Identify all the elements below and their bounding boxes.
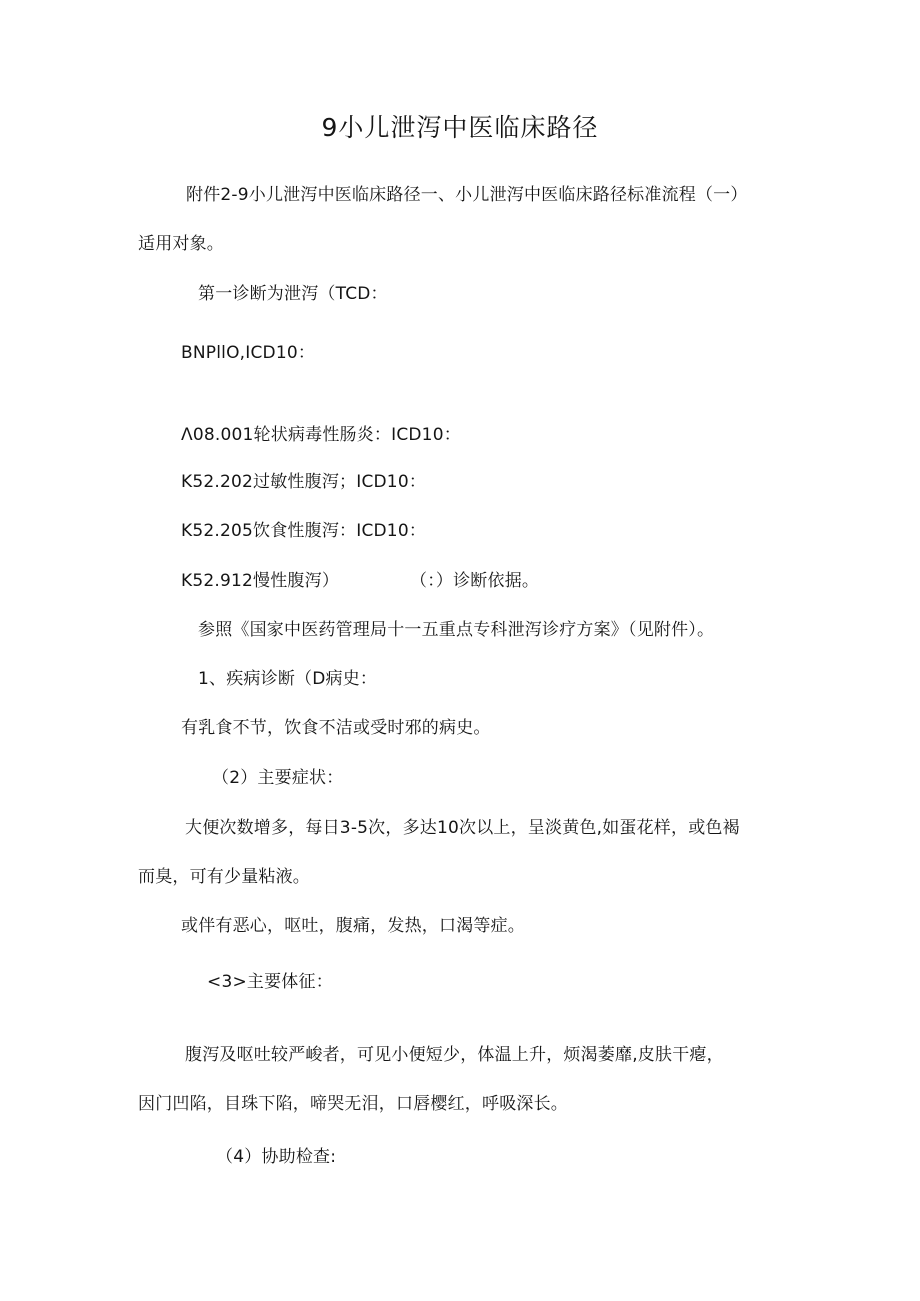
paragraph-line: （：）诊断依据。 [410, 571, 540, 591]
paragraph-line: Λ08.001轮状病毒性肠炎：ICD10： [181, 425, 461, 445]
paragraph-line: BNPllO,ICD10： [181, 343, 316, 363]
paragraph-line: 或伴有恶心，呕吐，腹痛，发热，口渴等症。 [181, 916, 525, 936]
paragraph-line: 参照《国家中医药管理局十一五重点专科泄泻诊疗方案》（见附件）。 [198, 620, 715, 640]
paragraph-line: 因门凹陷，目珠下陷，啼哭无泪，口唇樱红，呼吸深长。 [138, 1094, 568, 1114]
paragraph-line: K52.205饮食性腹泻：ICD10： [181, 521, 427, 541]
paragraph-line: 大便次数增多，每日3-5次，多达10次以上，呈淡黄色,如蛋花样，或色褐 [185, 818, 740, 838]
paragraph-line: 1、疾病诊断（D病史： [198, 669, 378, 689]
paragraph-line: 有乳食不节，饮食不洁或受时邪的病史。 [181, 718, 491, 738]
page-title: 9小儿泄泻中医临床路径 [321, 113, 599, 142]
paragraph-line: 腹泻及呕吐较严峻者，可见小便短少，体温上升，烦渴萎靡,皮肤干瘪， [185, 1045, 724, 1065]
paragraph-line: （2）主要症状： [212, 768, 344, 788]
paragraph-line: K52.202过敏性腹泻；ICD10： [181, 472, 427, 492]
paragraph-line: 而臭，可有少量粘液。 [138, 867, 310, 887]
paragraph-line: 适用对象。 [138, 234, 224, 254]
paragraph-line: （4）协助检查: [216, 1147, 337, 1167]
paragraph-line: 第一诊断为泄泻（TCD： [198, 284, 388, 304]
paragraph-line: <3>主要体征： [207, 972, 333, 992]
paragraph-line: 附件2-9小儿泄泻中医临床路径一、小儿泄泻中医临床路径标准流程（一） [186, 185, 748, 205]
paragraph-line: K52.912慢性腹泻） [181, 571, 340, 591]
